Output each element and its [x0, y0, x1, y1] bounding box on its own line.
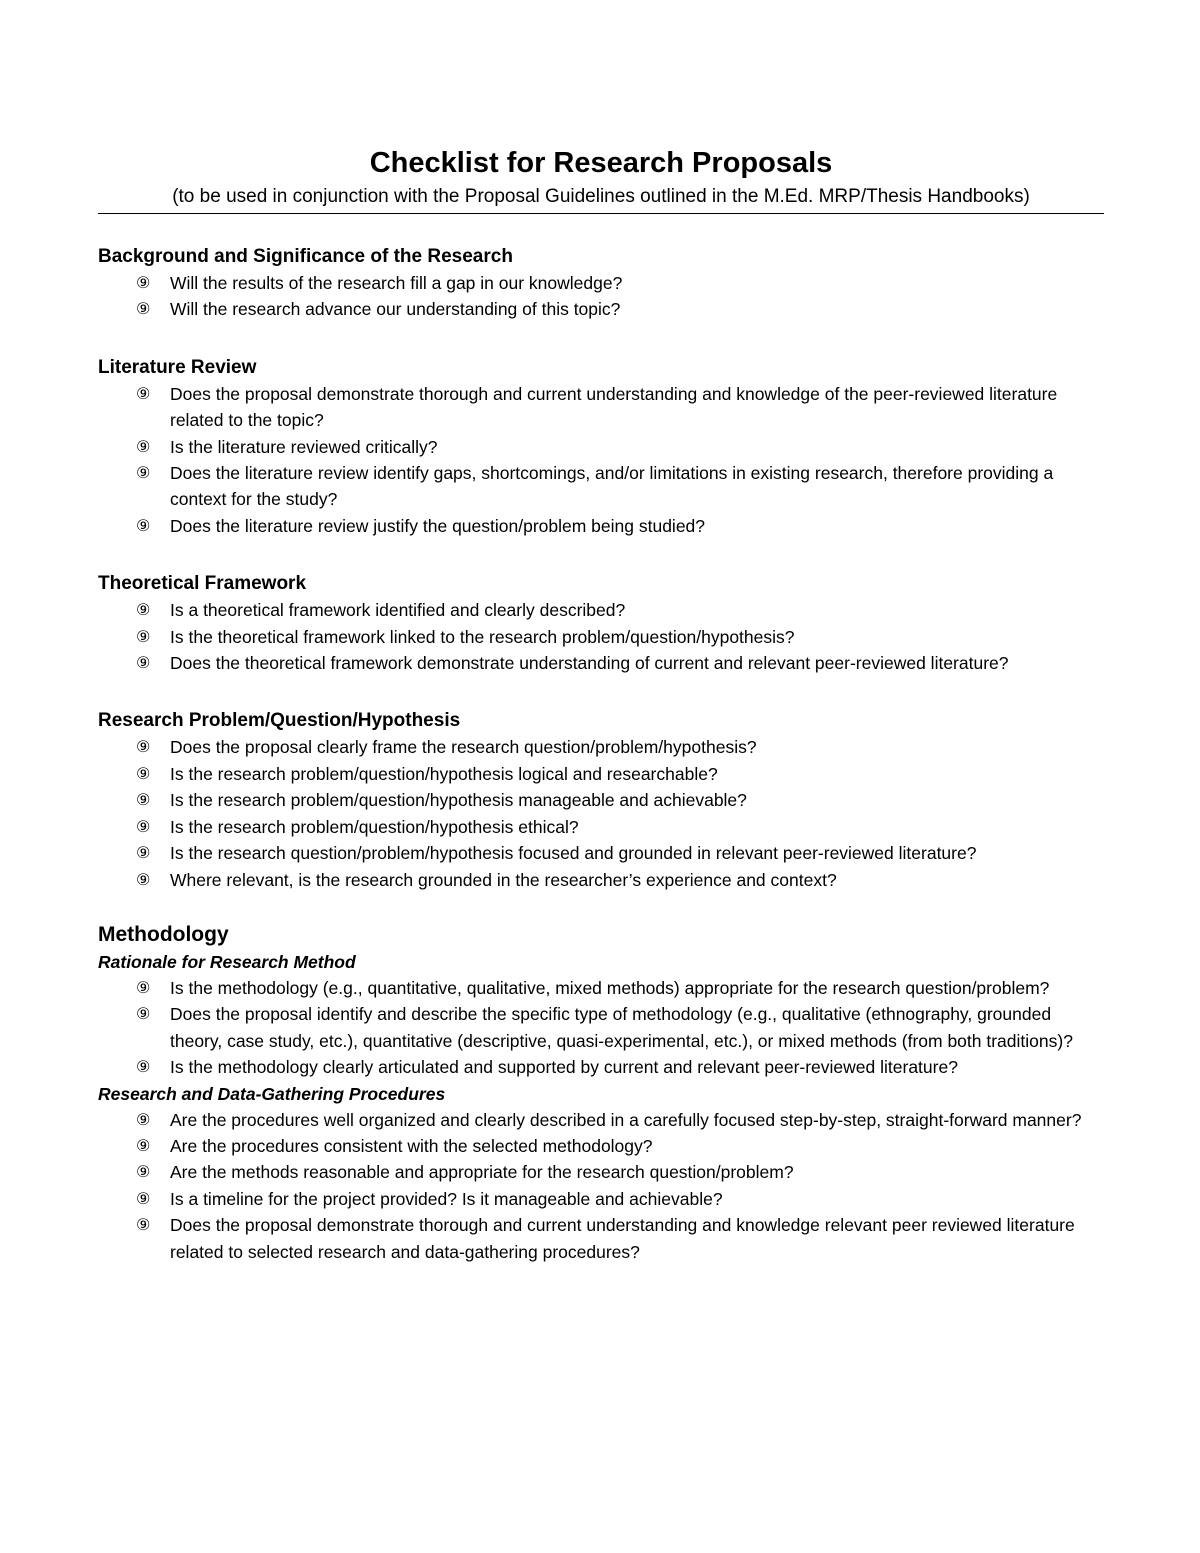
list-item: [98, 1186, 1104, 1212]
list-item-text: Is a theoretical framework identified and clearly described?: [170, 600, 626, 621]
check-circle-icon: ⑨: [136, 1004, 151, 1024]
section-heading: Background and Significance of the Research: [98, 246, 513, 267]
list-item: [98, 1212, 1104, 1265]
check-circle-icon: ⑨: [136, 273, 151, 292]
list-item: [98, 513, 1104, 539]
list-item-text: Will the research advance our understanding of this topic?: [170, 299, 621, 320]
list-item-text: Are the procedures well organized and clearly described in a carefully focused step-by-step, straight-forward manner?: [170, 1109, 1082, 1130]
list-item-text: Does the proposal identify and describe the specific type of methodology (e.g., qualitative (ethnography, grounded theory, case study, etc.), quantitative (descriptive, quasi-experimental, etc.), or mixed methods (from both traditions)?: [170, 1004, 1073, 1051]
list-item: [98, 1133, 1104, 1159]
check-circle-icon: ⑨: [136, 1057, 151, 1077]
list-item: [98, 734, 1104, 760]
list-item-text: Is the methodology clearly articulated and supported by current and relevant peer-reviewed literature?: [170, 1057, 958, 1078]
list-item: [98, 840, 1104, 866]
list-item: [98, 597, 1104, 623]
list-item: [98, 761, 1104, 787]
list-item-text: Does the literature review justify the question/problem being studied?: [170, 515, 706, 536]
document-page: [98, 143, 1104, 1265]
check-circle-icon: ⑨: [136, 383, 151, 403]
check-circle-icon: ⑨: [136, 843, 151, 863]
check-circle-icon: ⑨: [136, 653, 151, 673]
check-circle-icon: ⑨: [136, 299, 151, 319]
list-item-text: Is a timeline for the project provided? Is it manageable and achievable?: [170, 1188, 723, 1209]
checklist: [98, 597, 1104, 676]
check-circle-icon: ⑨: [136, 816, 151, 836]
check-circle-icon: ⑨: [136, 463, 151, 483]
check-circle-icon: ⑨: [136, 763, 151, 783]
section-heading: Research Problem/Question/Hypothesis: [98, 710, 461, 732]
list-item: [98, 1054, 1104, 1080]
subsection-heading: Research and Data-Gathering Procedures: [98, 1083, 446, 1104]
list-item-text: Is the research problem/question/hypothesis ethical?: [170, 816, 579, 837]
list-item-text: Is the research question/problem/hypothesis focused and grounded in relevant peer-reviewed literature?: [170, 843, 977, 864]
list-item-text: Are the procedures consistent with the selected methodology?: [170, 1135, 653, 1156]
section-heading: Theoretical Framework: [98, 573, 307, 595]
section-theoretical-framework: [98, 571, 1104, 676]
list-item: [98, 624, 1104, 650]
checklist: [98, 975, 1104, 1081]
list-item: [98, 434, 1104, 460]
list-item-text: Is the research problem/question/hypothesis logical and researchable?: [170, 763, 718, 784]
list-item: [98, 787, 1104, 813]
list-item: [98, 650, 1104, 676]
section-methodology: [98, 921, 1104, 1265]
list-item-text: Does the proposal clearly frame the research question/problem/hypothesis?: [170, 737, 757, 758]
list-item: [98, 270, 1104, 296]
list-item: [98, 867, 1104, 893]
checklist: [98, 734, 1104, 892]
list-item-text: Is the literature reviewed critically?: [170, 436, 438, 457]
list-item: [98, 296, 1104, 322]
check-circle-icon: ⑨: [136, 436, 151, 456]
list-item-text: Does the theoretical framework demonstrate understanding of current and relevant peer-reviewed literature?: [170, 653, 1009, 674]
check-circle-icon: ⑨: [136, 1188, 151, 1208]
check-circle-icon: ⑨: [136, 790, 151, 810]
list-item-text: Is the research problem/question/hypothesis manageable and achievable?: [170, 790, 747, 811]
check-circle-icon: ⑨: [136, 977, 151, 997]
check-circle-icon: ⑨: [136, 869, 151, 889]
document-subtitle: (to be used in conjunction with the Proposal Guidelines outlined in the M.Ed. MRP/Thesis Handbooks): [98, 183, 1104, 214]
list-item: [98, 1107, 1104, 1133]
list-item: [98, 975, 1104, 1001]
list-item-text: Will the results of the research fill a gap in our knowledge?: [170, 273, 623, 293]
subsection-heading: Rationale for Research Method: [98, 951, 356, 972]
check-circle-icon: ⑨: [136, 515, 151, 535]
list-item-text: Does the proposal demonstrate thorough and current understanding and knowledge of the peer-reviewed literature related to the topic?: [170, 383, 1058, 431]
list-item-text: Are the methods reasonable and appropriate for the research question/problem?: [170, 1162, 794, 1183]
check-circle-icon: ⑨: [136, 1109, 151, 1129]
list-item: [98, 1159, 1104, 1185]
document-title: Checklist for Research Proposals: [369, 147, 833, 179]
section-heading: Methodology: [98, 922, 229, 946]
list-item-text: Does the literature review identify gaps, shortcomings, and/or limitations in existing research, therefore providing a context for the study?: [170, 463, 1054, 510]
check-circle-icon: ⑨: [136, 626, 151, 646]
list-item: [98, 381, 1104, 434]
check-circle-icon: ⑨: [136, 600, 151, 620]
section-heading: Literature Review: [98, 356, 257, 378]
section-research-problem: [98, 708, 1104, 892]
list-item: [98, 1001, 1104, 1054]
checklist: [98, 270, 1104, 323]
list-item-text: Is the theoretical framework linked to the research problem/question/hypothesis?: [170, 626, 795, 647]
list-item: [98, 460, 1104, 513]
section-literature-review: [98, 355, 1104, 539]
checklist: [98, 1107, 1104, 1265]
check-circle-icon: ⑨: [136, 1162, 151, 1182]
check-circle-icon: ⑨: [136, 737, 151, 757]
list-item: [98, 814, 1104, 840]
check-circle-icon: ⑨: [136, 1135, 151, 1155]
section-background: [98, 244, 1104, 323]
list-item-text: Where relevant, is the research grounded in the researcher’s experience and context?: [170, 869, 837, 890]
list-item-text: Does the proposal demonstrate thorough and current understanding and knowledge relevant peer reviewed literature related to selected research and data-gathering procedures?: [170, 1215, 1075, 1262]
list-item-text: Is the methodology (e.g., quantitative, qualitative, mixed methods) appropriate for the research question/problem?: [170, 977, 1050, 998]
checklist: [98, 381, 1104, 539]
check-circle-icon: ⑨: [136, 1215, 151, 1235]
